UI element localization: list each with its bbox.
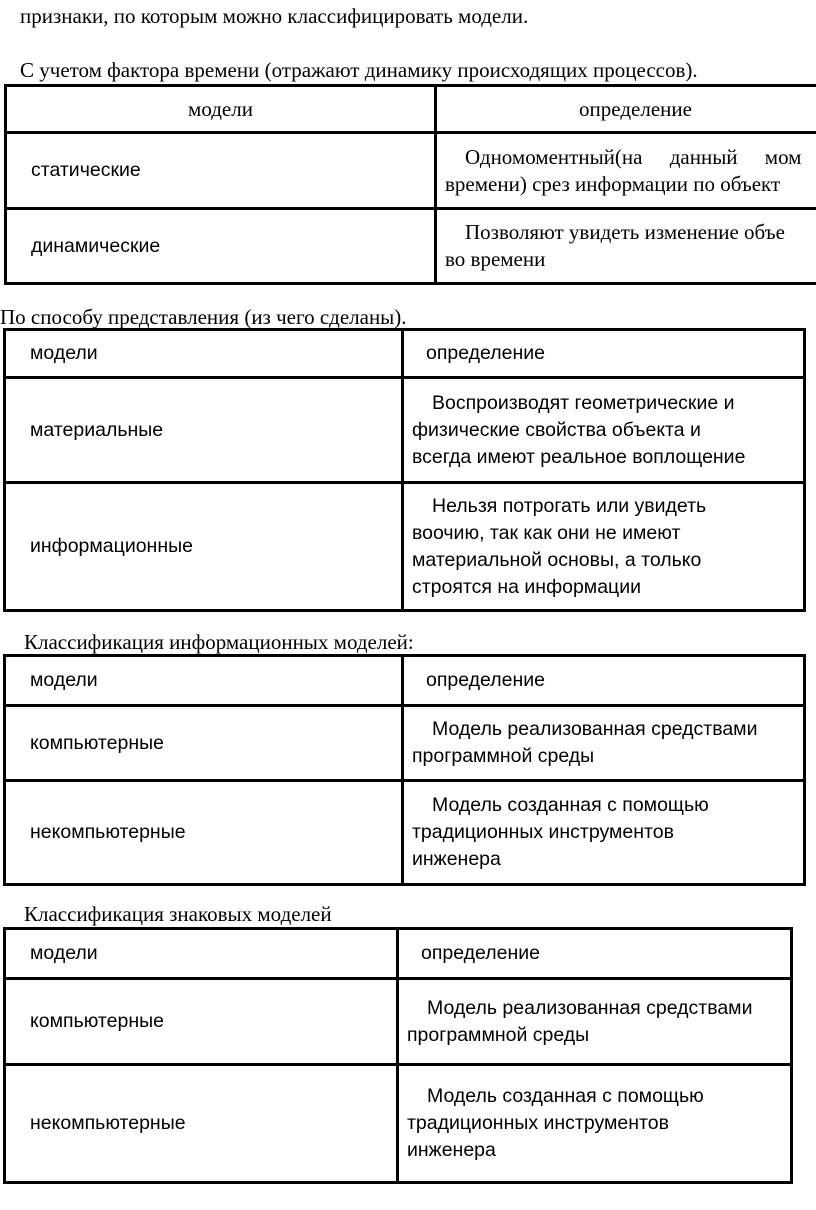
table-time-factor xyxy=(4,84,816,285)
table-representation xyxy=(3,328,806,612)
definition-line: инженера xyxy=(412,848,501,870)
col-header-model: модели xyxy=(5,330,403,378)
definition-line: Позволяют увидеть изменение объе xyxy=(465,220,785,244)
model-name: компьютерные xyxy=(5,706,403,781)
definition-line: всегда имеют реальное воплощение xyxy=(412,445,746,468)
model-name: материальные xyxy=(5,378,403,483)
definition-line: Модель реализованная средствами xyxy=(427,996,753,1019)
model-name: некомпьютерные xyxy=(5,1065,398,1183)
table-header-row xyxy=(6,86,816,133)
intro-text: признаки, по которым можно классифицировать модели. xyxy=(20,4,529,28)
model-name: статические xyxy=(6,133,436,209)
section-heading-time: С учетом фактора времени (отражают динамику происходящих процессов). xyxy=(20,58,698,82)
model-definition xyxy=(403,706,805,781)
table-row xyxy=(5,1065,792,1183)
col-header-model: модели xyxy=(5,656,403,706)
model-definition xyxy=(403,483,805,611)
definition-line: Модель созданная с помощью xyxy=(427,1085,704,1107)
table-row xyxy=(5,378,805,483)
section-heading-sign: Классификация знаковых моделей xyxy=(24,902,332,926)
table-row xyxy=(6,133,816,209)
table-row xyxy=(5,706,805,781)
col-header-definition: определение xyxy=(403,656,805,706)
definition-line: Модель реализованная средствами xyxy=(432,718,758,740)
definition-line: времени) срез информации по объект xyxy=(445,171,781,196)
definition-line: Одномоментный(на данный мом xyxy=(465,144,802,169)
model-definition xyxy=(403,378,805,483)
definition-line: программной среды xyxy=(412,745,595,767)
definition-line: воочию, так как они не имеют xyxy=(412,521,681,544)
section-heading-representation: По способу представления (из чего сделаны). xyxy=(0,305,407,329)
table-header-row xyxy=(5,330,805,378)
table-row xyxy=(5,483,805,611)
definition-line: физические свойства объекта и xyxy=(412,418,701,441)
definition-line: строятся на информации xyxy=(412,575,642,598)
definition-line: традиционных инструментов xyxy=(412,821,674,843)
model-definition xyxy=(436,133,816,209)
table-row xyxy=(5,781,805,885)
model-definition xyxy=(403,781,805,885)
definition-line: Нельзя потрогать или увидеть xyxy=(432,494,707,517)
definition-line: материальной основы, а только xyxy=(412,548,702,571)
definition-line: программной среды xyxy=(407,1023,590,1046)
table-row xyxy=(6,209,816,284)
col-header-model: модели xyxy=(5,929,398,979)
model-definition xyxy=(398,1065,792,1183)
table-sign-models xyxy=(3,927,793,1184)
col-header-definition: определение xyxy=(436,86,816,133)
table-informational xyxy=(3,654,806,886)
table-header-row xyxy=(5,656,805,706)
col-header-model: модели xyxy=(6,86,436,133)
model-name: компьютерные xyxy=(5,979,398,1065)
definition-line: традиционных инструментов xyxy=(407,1112,669,1134)
definition-line: Воспроизводят геометрические и xyxy=(432,391,735,414)
section-heading-informational: Классификация информационных моделей: xyxy=(24,630,414,654)
model-name: некомпьютерные xyxy=(5,781,403,885)
model-name: информационные xyxy=(5,483,403,611)
definition-line: Модель созданная с помощью xyxy=(432,794,709,816)
model-definition xyxy=(398,979,792,1065)
definition-line: во времени xyxy=(445,247,546,271)
table-row xyxy=(5,979,792,1065)
col-header-definition: определение xyxy=(403,330,805,378)
table-header-row xyxy=(5,929,792,979)
col-header-definition: определение xyxy=(398,929,792,979)
definition-line: инженера xyxy=(407,1139,496,1161)
model-name: динамические xyxy=(6,209,436,284)
model-definition xyxy=(436,209,816,284)
